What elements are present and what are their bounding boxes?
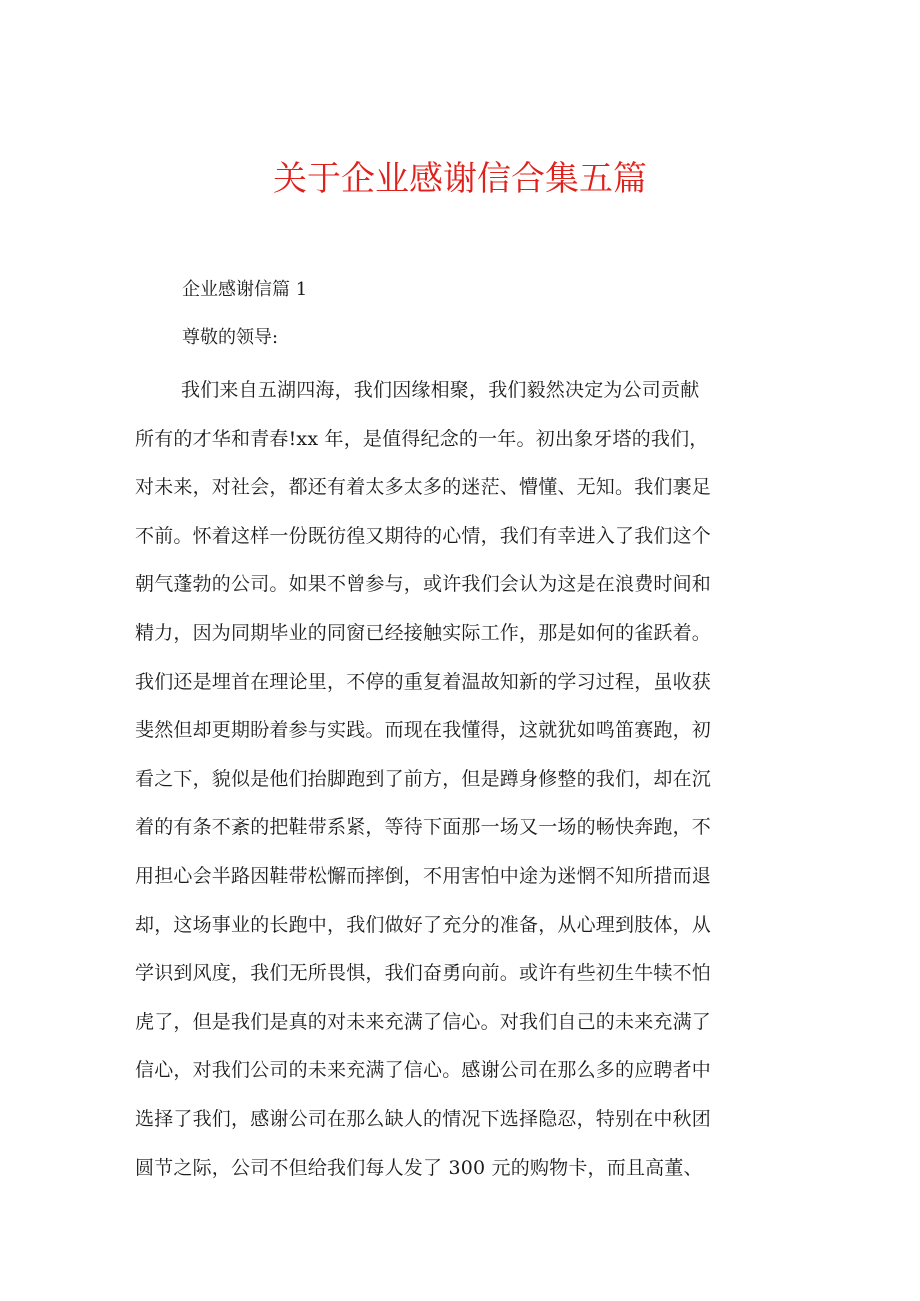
- body-line: 不前。怀着这样一份既彷徨又期待的心情，我们有幸进入了我们这个: [135, 524, 712, 547]
- salutation: 尊敬的领导:: [182, 327, 279, 348]
- body-line: 我们还是埋首在理论里，不停的重复着温故知新的学习过程，虽收获: [135, 670, 712, 693]
- body-line: 却，这场事业的长跑中，我们做好了充分的准备，从心理到肢体，从: [135, 913, 712, 936]
- body-line: 选择了我们，感谢公司在那么缺人的情况下选择隐忍，特别在中秋团: [135, 1107, 712, 1130]
- body-line: 圆节之际，公司不但给我们每人发了 300 元的购物卡，而且高董、: [135, 1156, 703, 1179]
- body-line: 看之下，貌似是他们抬脚跑到了前方，但是蹲身修整的我们，却在沉: [135, 767, 712, 790]
- body-line: 精力，因为同期毕业的同窗已经接触实际工作，那是如何的雀跃着。: [135, 621, 712, 644]
- body-line: 我们来自五湖四海，我们因缘相聚，我们毅然决定为公司贡献: [181, 379, 700, 401]
- body-line: 虎了，但是我们是真的对未来充满了信心。对我们自己的未来充满了: [135, 1010, 712, 1033]
- body-line: 着的有条不紊的把鞋带系紧，等待下面那一场又一场的畅快奔跑，不: [135, 816, 712, 839]
- body-line: 斐然但却更期盼着参与实践。而现在我懂得，这就犹如鸣笛赛跑，初: [135, 719, 712, 742]
- document-title: 关于企业感谢信合集五篇: [273, 159, 647, 199]
- body-line: 朝气蓬勃的公司。如果不曾参与，或许我们会认为这是在浪费时间和: [135, 573, 712, 596]
- body-line: 用担心会半路因鞋带松懈而摔倒，不用害怕中途为迷惘不知所措而退: [135, 864, 712, 887]
- body-line: 学识到风度，我们无所畏惧，我们奋勇向前。或许有些初生牛犊不怕: [135, 962, 712, 985]
- section-heading: 企业感谢信篇 1: [182, 279, 308, 300]
- body-line: 对未来，对社会，都还有着太多太多的迷茫、懵懂、无知。我们裹足: [135, 476, 712, 499]
- letter-body: [135, 366, 790, 1192]
- body-line: 信心，对我们公司的未来充满了信心。感谢公司在那么多的应聘者中: [135, 1059, 712, 1082]
- body-line: 所有的才华和青春!xx 年，是值得纪念的一年。初出象牙塔的我们，: [135, 427, 709, 450]
